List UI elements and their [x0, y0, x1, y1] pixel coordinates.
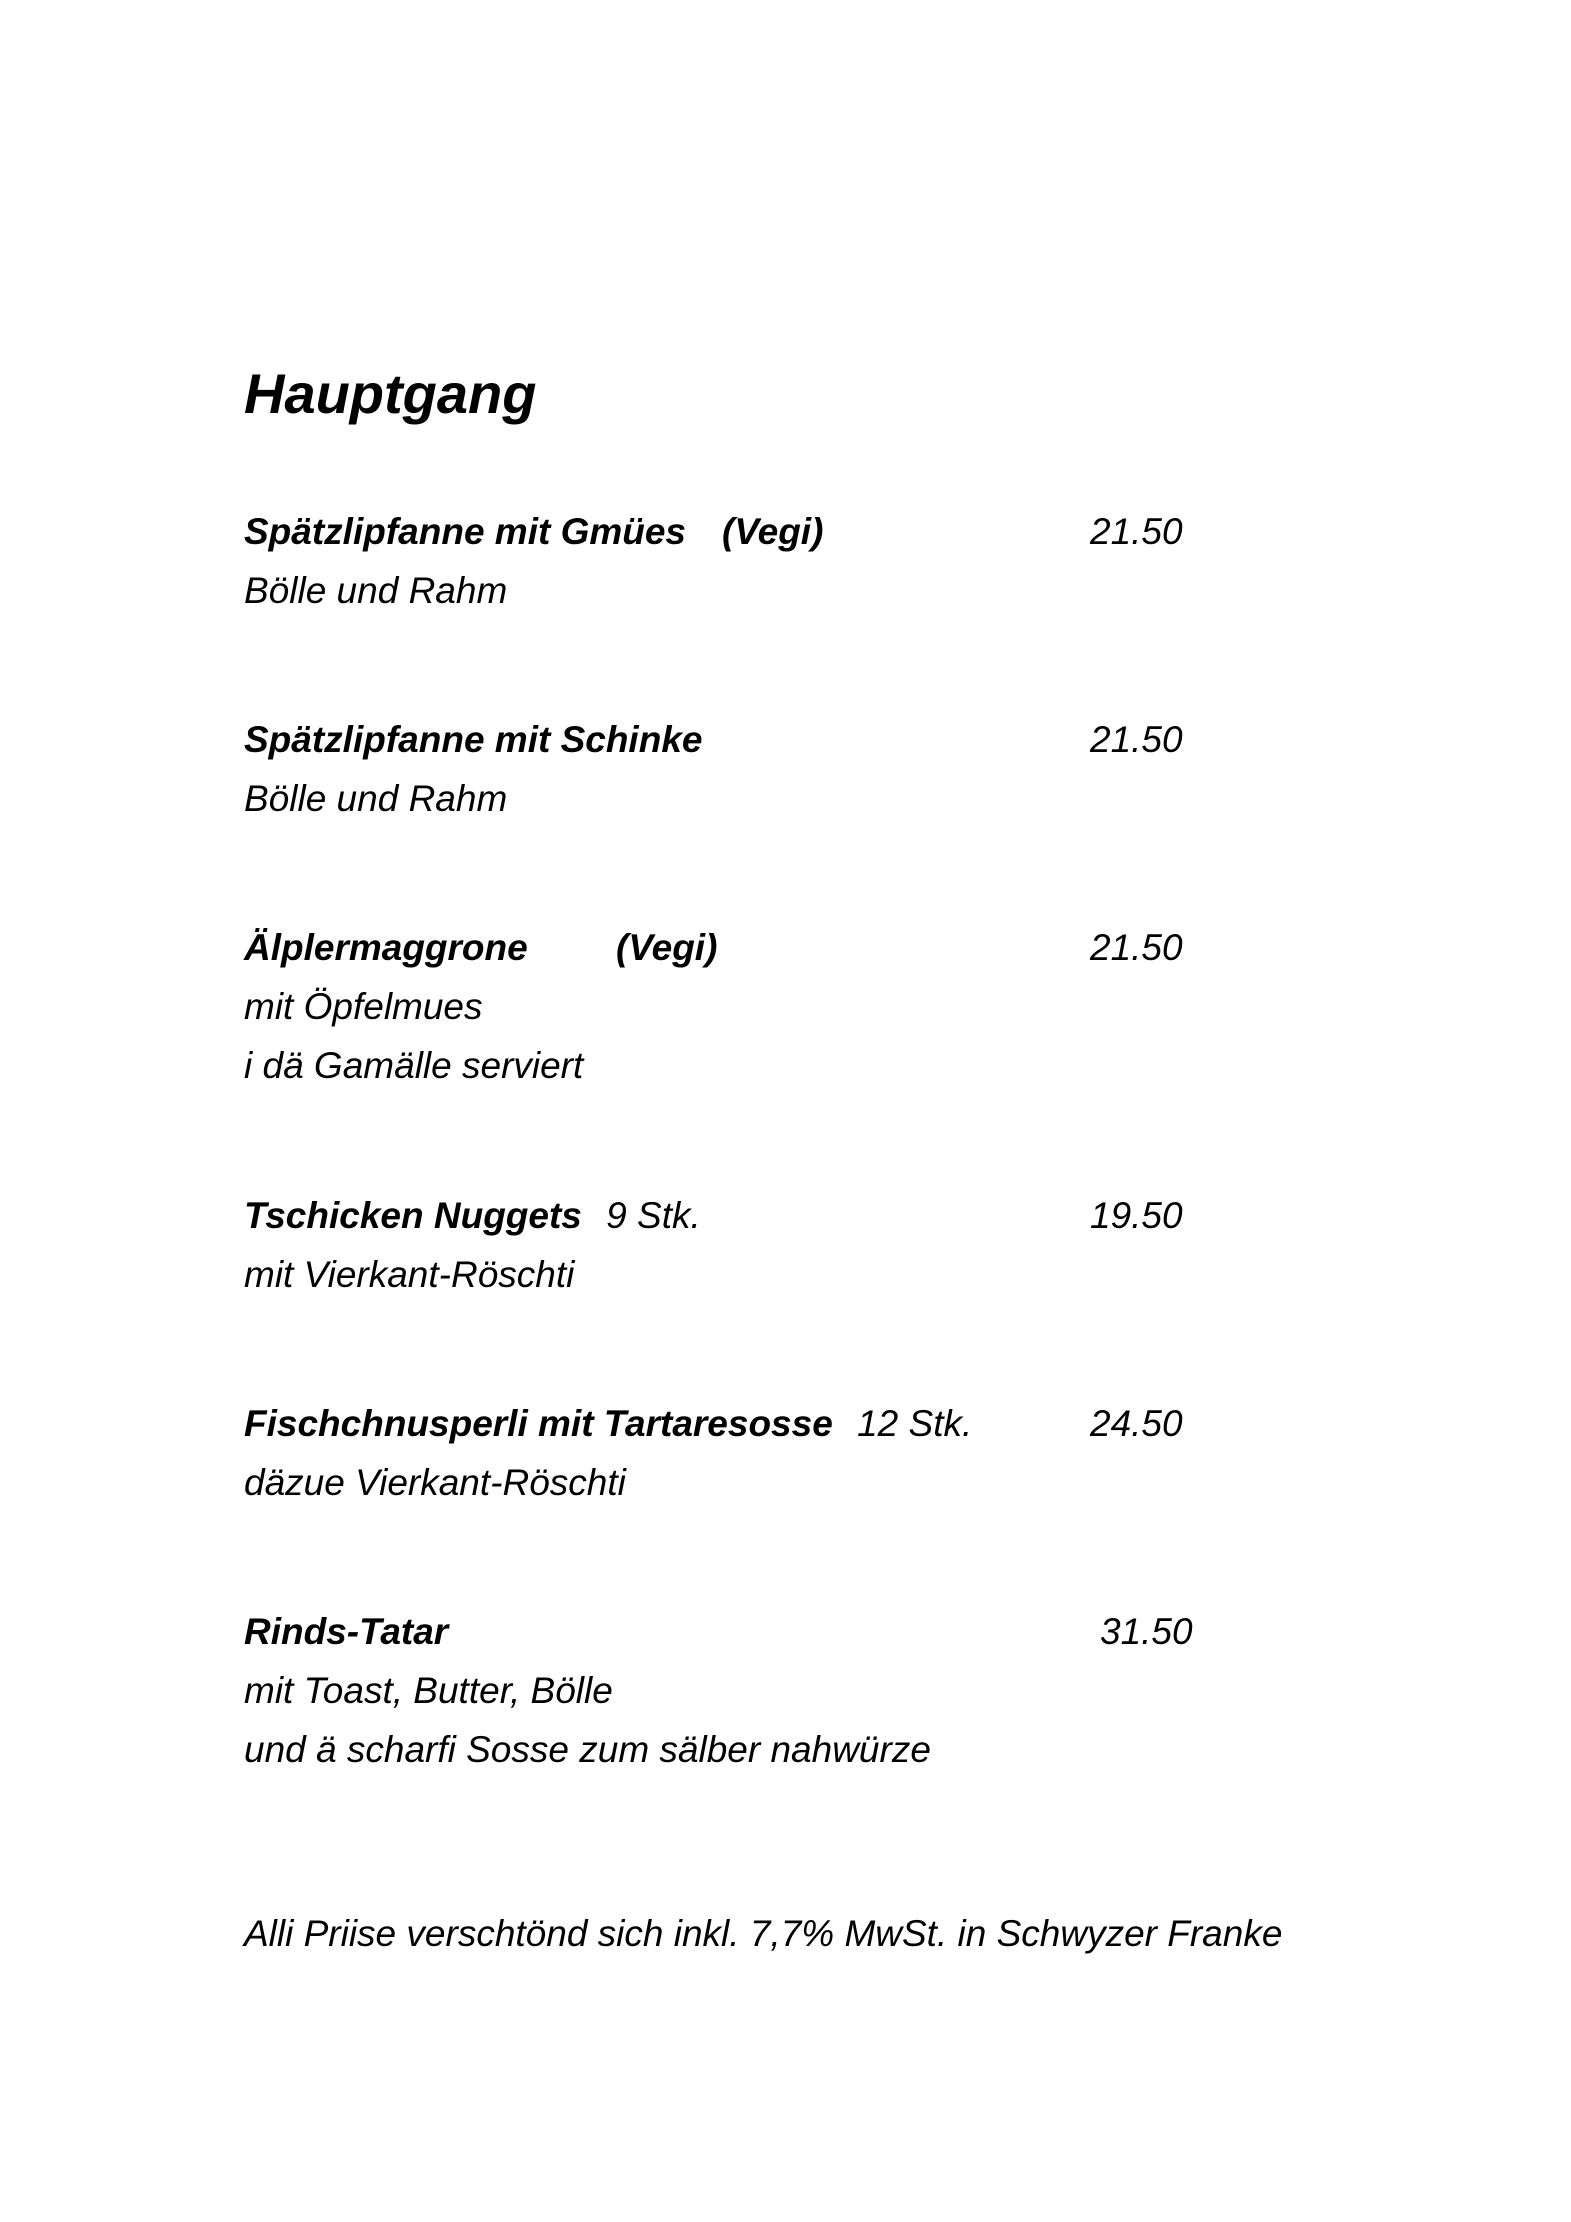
menu-item	[244, 502, 1244, 620]
menu-item-name: Rinds-Tatar	[244, 1611, 449, 1652]
menu-item-title-line	[244, 502, 1244, 561]
menu-item-title-line	[244, 1186, 1244, 1245]
menu-item-name: Älplermaggrone	[244, 927, 528, 968]
menu-item-description: Bölle und Rahm	[244, 778, 508, 819]
menu-item	[244, 1394, 1244, 1512]
menu-item-name: Spätzlipfanne mit Schinke	[244, 719, 703, 760]
menu-item-tag: (Vegi)	[722, 511, 824, 552]
menu-item-title-line	[244, 1602, 1244, 1661]
page-title: Hauptgang	[244, 362, 537, 425]
menu-item-description: und ä scharfi Sosse zum sälber nahwürze	[244, 1729, 931, 1770]
menu-item-price: 21.50	[1090, 927, 1183, 968]
menu-item-name: Tschicken Nuggets	[244, 1195, 582, 1236]
menu-item-price: 21.50	[1090, 719, 1183, 760]
menu-item	[244, 710, 1244, 828]
price-note: Alli Priise verschtönd sich inkl. 7,7% MwSt. in Schwyzer Franke	[244, 1913, 1283, 1954]
menu-item-description: i dä Gamälle serviert	[244, 1045, 584, 1086]
menu-item-description: mit Vierkant-Röschti	[244, 1254, 575, 1295]
menu-item	[244, 918, 1244, 1095]
menu-item-tag: (Vegi)	[616, 927, 718, 968]
menu-item	[244, 1186, 1244, 1304]
menu-item-title-line	[244, 1394, 1244, 1453]
menu-item-price: 19.50	[1090, 1195, 1183, 1236]
menu-item-name: Spätzlipfanne mit Gmües	[244, 511, 687, 552]
menu-item	[244, 1602, 1244, 1779]
menu-item-price: 21.50	[1090, 511, 1183, 552]
menu-item-description: mit Toast, Butter, Bölle	[244, 1670, 613, 1711]
menu-item-description: däzue Vierkant-Röschti	[244, 1462, 626, 1503]
menu-item-title-line	[244, 918, 1244, 977]
menu-item-description: Bölle und Rahm	[244, 570, 508, 611]
menu-item-quantity: 12 Stk.	[857, 1403, 973, 1444]
menu-item-quantity: 9 Stk.	[606, 1195, 701, 1236]
menu-item-name: Fischchnusperli mit Tartaresosse	[244, 1403, 833, 1444]
menu-item-description: mit Öpfelmues	[244, 986, 483, 1027]
menu-item-price: 24.50	[1090, 1403, 1183, 1444]
menu-item-title-line	[244, 710, 1244, 769]
menu-item-price: 31.50	[1100, 1611, 1193, 1652]
